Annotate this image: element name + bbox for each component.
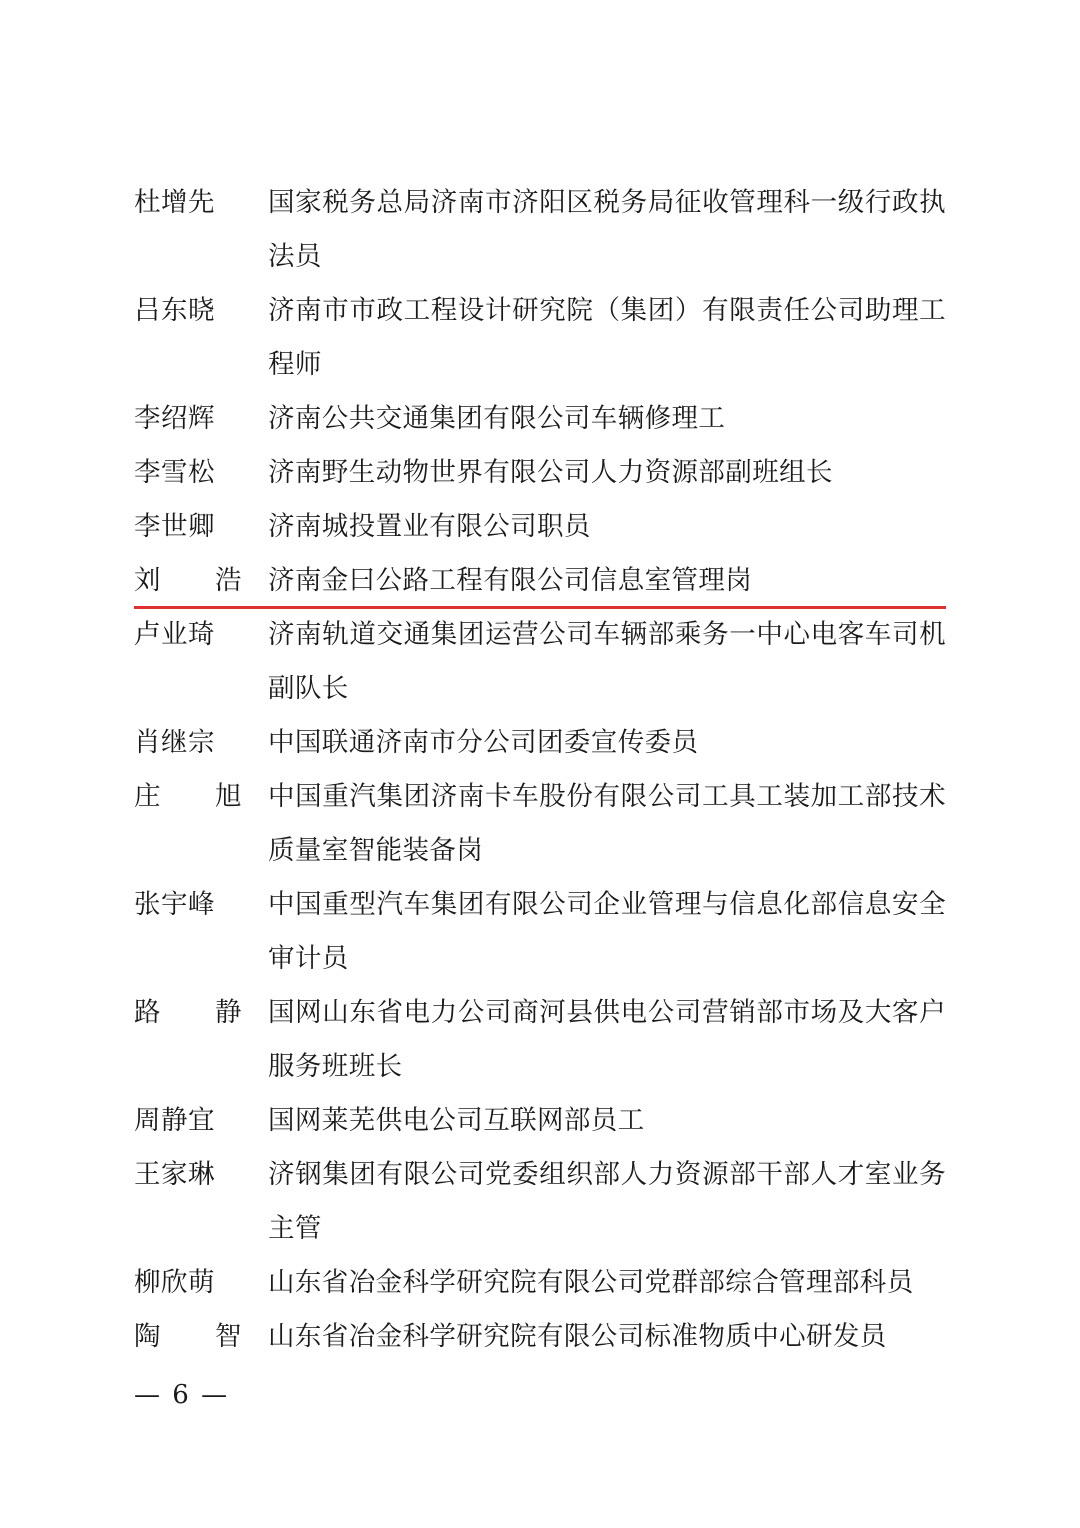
list-item <box>134 500 946 554</box>
entry-description: 济南市市政工程设计研究院（集团）有限责任公司助理工程师 <box>268 295 946 380</box>
entry-description: 中国联通济南市分公司团委宣传委员 <box>268 727 699 758</box>
entry-name: 周静宜 <box>134 1105 215 1136</box>
entry-description: 济钢集团有限公司党委组织部人力资源部干部人才室业务主管 <box>268 1159 946 1244</box>
list-item <box>134 608 946 716</box>
entry-name: 王家琳 <box>134 1159 215 1190</box>
entry-name: 刘 浩 <box>134 565 242 596</box>
list-item <box>134 1310 946 1364</box>
entry-name: 路 静 <box>134 997 242 1028</box>
entry-description: 中国重型汽车集团有限公司企业管理与信息化部信息安全审计员 <box>268 889 946 974</box>
entry-description: 济南野生动物世界有限公司人力资源部副班组长 <box>268 457 833 488</box>
list-item <box>134 1148 946 1256</box>
entry-description: 济南公共交通集团有限公司车辆修理工 <box>268 403 726 434</box>
list-item <box>134 1094 946 1148</box>
entry-description: 中国重汽集团济南卡车股份有限公司工具工装加工部技术质量室智能装备岗 <box>268 781 946 866</box>
list-item <box>134 554 946 608</box>
page-number: — 6 — <box>134 1380 230 1410</box>
entry-name: 李世卿 <box>134 511 215 542</box>
entry-description: 山东省冶金科学研究院有限公司标准物质中心研发员 <box>268 1321 887 1352</box>
entry-name: 庄 旭 <box>134 781 242 812</box>
entry-name: 陶 智 <box>134 1321 242 1352</box>
entry-name: 李雪松 <box>134 457 215 488</box>
entry-description: 山东省冶金科学研究院有限公司党群部综合管理部科员 <box>268 1267 914 1298</box>
list-item <box>134 284 946 392</box>
entry-list <box>134 176 946 1364</box>
entry-name: 杜增先 <box>134 187 215 218</box>
entry-description: 国家税务总局济南市济阳区税务局征收管理科一级行政执法员 <box>268 187 946 272</box>
entry-name: 卢业琦 <box>134 619 215 650</box>
list-item <box>134 176 946 284</box>
list-item <box>134 446 946 500</box>
entry-name: 吕东晓 <box>134 295 215 326</box>
entry-description: 济南轨道交通集团运营公司车辆部乘务一中心电客车司机副队长 <box>268 619 946 704</box>
list-item <box>134 986 946 1094</box>
list-item <box>134 1256 946 1310</box>
entry-description: 国网莱芜供电公司互联网部员工 <box>268 1105 645 1136</box>
entry-name: 李绍辉 <box>134 403 215 434</box>
entry-name: 张宇峰 <box>134 889 215 920</box>
list-item <box>134 392 946 446</box>
entry-description: 济南城投置业有限公司职员 <box>268 511 591 542</box>
list-item <box>134 878 946 986</box>
list-item <box>134 770 946 878</box>
entry-name: 肖继宗 <box>134 727 215 758</box>
entry-description: 济南金曰公路工程有限公司信息室管理岗 <box>268 565 753 596</box>
entry-description: 国网山东省电力公司商河县供电公司营销部市场及大客户服务班班长 <box>268 997 946 1082</box>
list-item <box>134 716 946 770</box>
entry-name: 柳欣萌 <box>134 1267 215 1298</box>
